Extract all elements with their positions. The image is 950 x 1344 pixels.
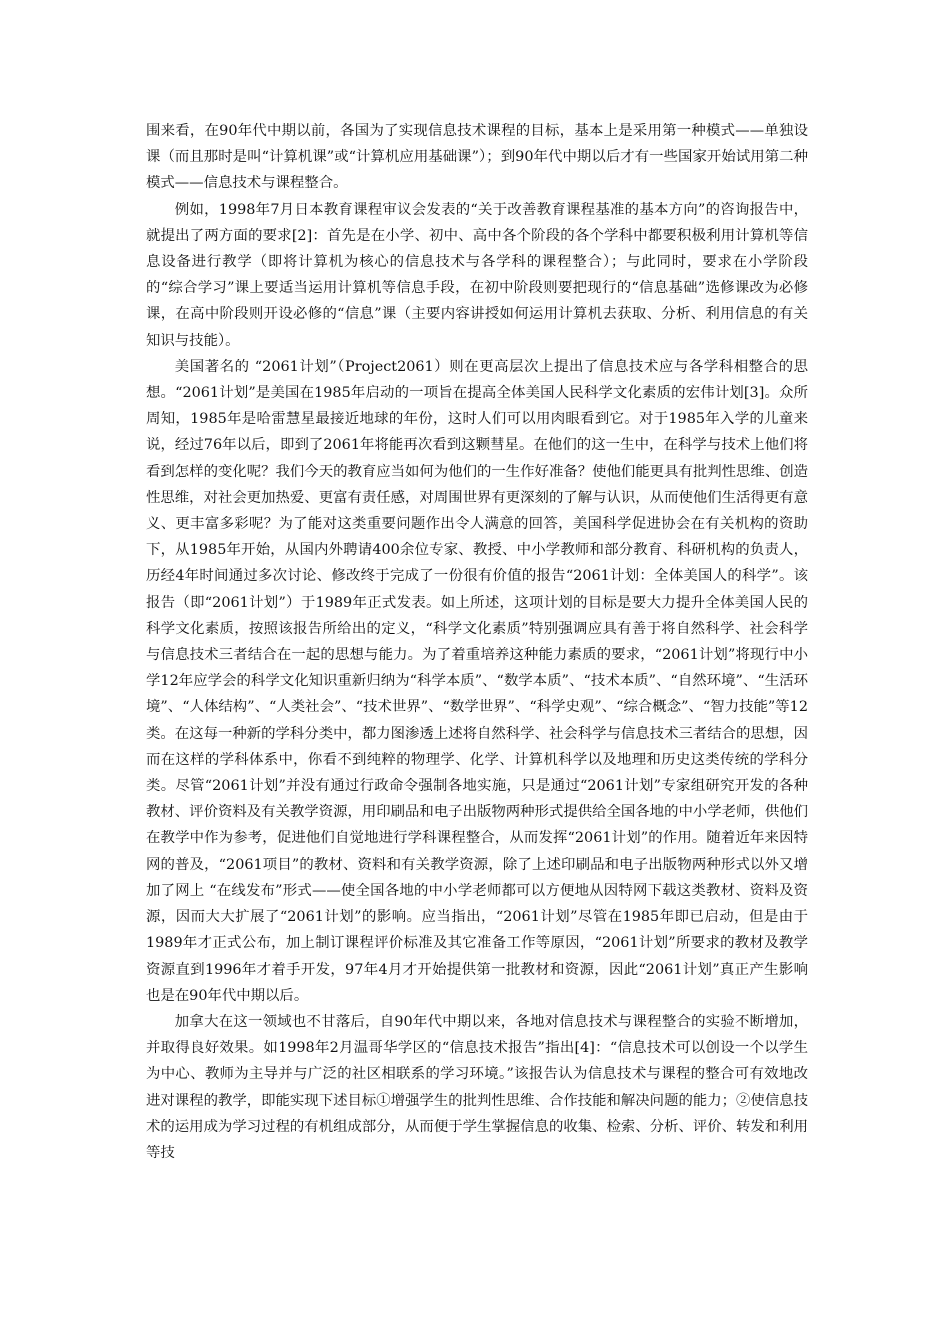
paragraph-intro-continuation: 围来看，在90年代中期以前，各国为了实现信息技术课程的目标，基本上是采用第一种模式——单独设课（而且那时是叫“计算机课”或“计算机应用基础课”）；到90年代中期以后才有一些国家开始试用第二种模式——信息技术与课程整合。 xyxy=(146,123,808,192)
paragraph-project-2061: 美国著名的 “2061计划”（Project2061）则在更高层次上提出了信息技术应与各学科相整合的思想。“2061计划”是美国在1985年启动的一项旨在提高全体美国人民科学文化素质的宏伟计划[3]。众所周知，1985年是哈雷慧星最接近地球的年份，这时人们可以用肉眼看到它。对于1985年入学的儿童来说，经过76年以后，即到了2061年将能再次看到这颗彗星。在他们的这一生中，在科学与技术上他们将看到怎样的变化呢？我们今天的教育应当如何为他们的一生作好准备？使他们能更具有批判性思维、创造性思维，对社会更加热爱、更富有责任感，对周围世界有更深刻的了解与认识，从而使他们生活得更有意义、更丰富多彩呢？为了能对这类重要问题作出令人满意的回答，美国科学促进协会在有关机构的资助下，从1985年开始，从国内外聘请400余位专家、教授、中小学教师和部分教育、科研机构的负责人，历经4年时间通过多次讨论、修改终于完成了一份很有价值的报告“2061计划：全体美国人的科学”。该报告（即“2061计划”）于1989年正式发表。如上所述，这项计划的目标是要大力提升全体美国人民的科学文化素质，按照该报告所给出的定义，“科学文化素质”特别强调应具有善于将自然科学、社会科学与信息技术三者结合在一起的思想与能力。为了着重培养这种能力素质的要求，“2061计划”将现行中小学12年应学会的科学文化知识重新归纳为“科学本质”、“数学本质”、“技术本质”、“自然环境”、“生活环境”、“人体结构”、“人类社会”、“技术世界”、“数学世界”、“科学史观”、“综合概念”、“智力技能”等12类。在这每一种新的学科分类中，都力图渗透上述将自然科学、社会科学与信息技术三者结合的思想，因而在这样的学科体系中，你看不到纯粹的物理学、化学、计算机科学以及地理和历史这类传统的学科分类。尽管“2061计划”并没有通过行政命令强制各地实施，只是通过“2061计划”专家组研究开发的各种教材、评价资料及有关教学资源，用印刷品和电子出版物两种形式提供给全国各地的中小学老师，供他们在教学中作为参考，促进他们自觉地进行学科课程整合，从而发挥“2061计划”的作用。随着近年来因特网的普及，“2061项目”的教材、资料和有关教学资源，除了上述印刷品和电子出版物两种形式以外又增加了网上 “在线发布”形式——使全国各地的中小学老师都可以方便地从因特网下载这类教材、资料及资源，因而大大扩展了“2061计划”的影响。应当指出，“2061计划”尽管在1985年即已启动，但是由于1989年才正式公布，加上制订课程评价标准及其它准备工作等原因，“2061计划”所要求的教材及教学资源直到1996年才着手开发，97年4月才开始提供第一批教材和资源，因此“2061计划”真正产生影响也是在90年代中期以后。 xyxy=(146,358,808,1004)
document-body xyxy=(146,118,808,1166)
paragraph-canada-example: 加拿大在这一领域也不甘落后，自90年代中期以来，各地对信息技术与课程整合的实验不断增加，并取得良好效果。如1998年2月温哥华学区的“信息技术报告”指出[4]：“信息技术可以创设一个以学生为中心、教师为主导并与广泛的社区相联系的学习环境。”该报告认为信息技术与课程的整合可有效地改进对课程的教学，即能实现下述目标①增强学生的批判性思维、合作技能和解决问题的能力；②使信息技术的运用成为学习过程的有机组成部分，从而便于学生掌握信息的收集、检索、分析、评价、转发和利用等技 xyxy=(146,1013,808,1161)
paragraph-japan-example: 例如，1998年7月日本教育课程审议会发表的“关于改善教育课程基准的基本方向”的咨询报告中，就提出了两方面的要求[2]：首先是在小学、初中、高中各个阶段的各个学科中都要积极利用计算机等信息设备进行教学（即将计算机为核心的信息技术与各学科的课程整合）；与此同时，要求在小学阶段的“综合学习”课上要适当运用计算机等信息手段，在初中阶段则要把现行的“信息基础”选修课改为必修课，在高中阶段则开设必修的“信息”课（主要内容讲授如何运用计算机去获取、分析、利用信息的有关知识与技能）。 xyxy=(146,201,808,349)
